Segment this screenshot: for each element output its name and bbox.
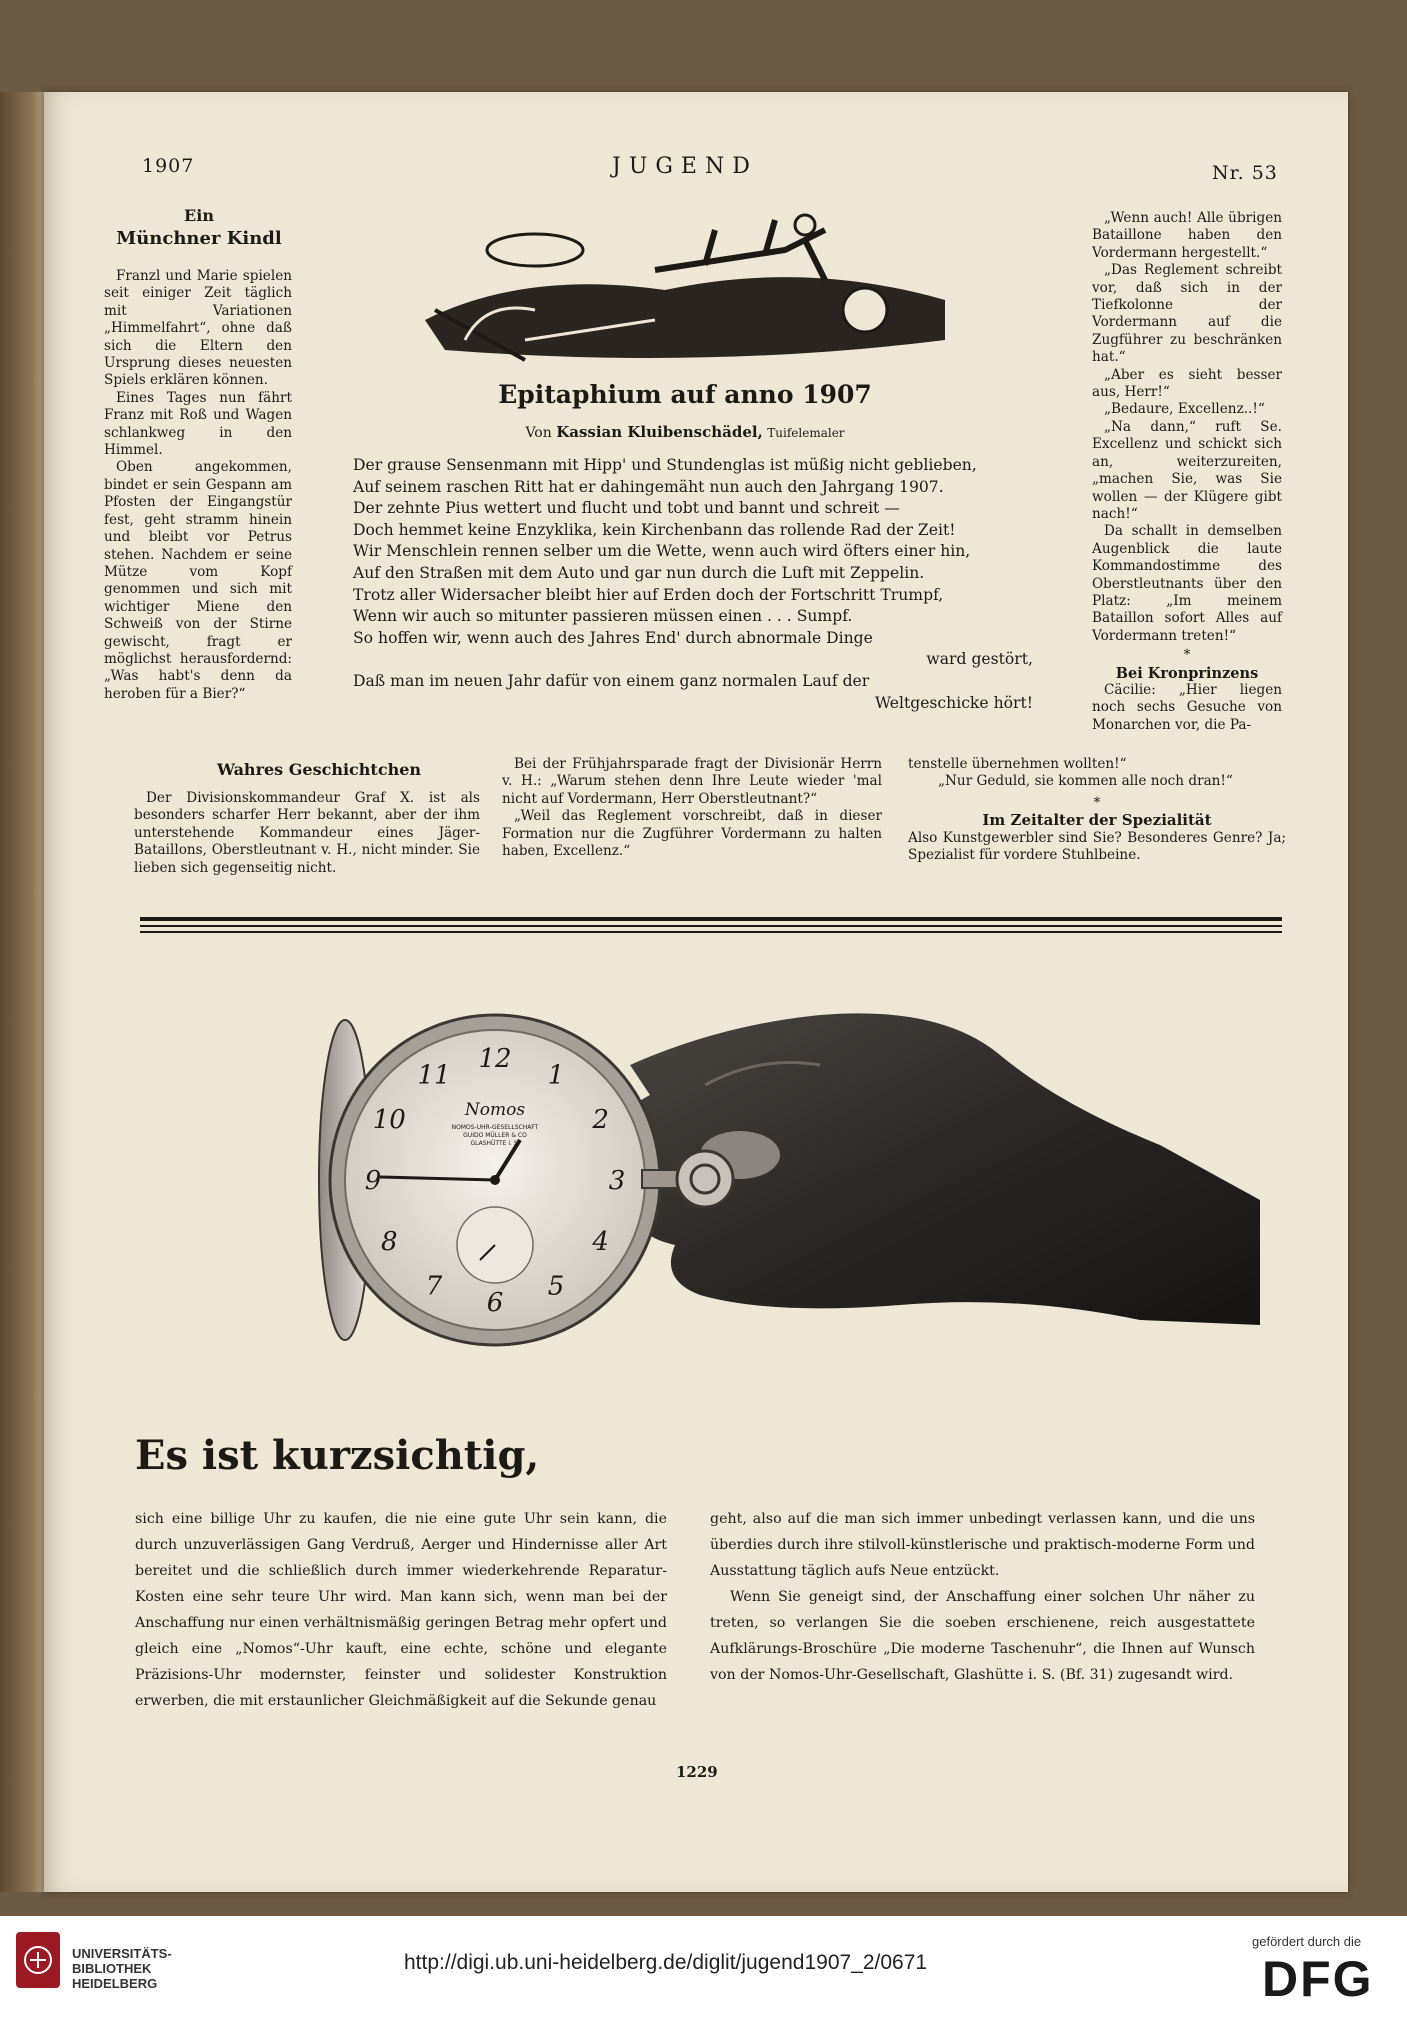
watch-brand-sub2: GUIDO MÜLLER & CO xyxy=(463,1132,527,1139)
dial-numeral: 6 xyxy=(486,1288,504,1318)
dial-numeral: 9 xyxy=(364,1166,382,1196)
dial-numeral: 5 xyxy=(547,1271,565,1302)
header-title: JUGEND xyxy=(612,154,758,179)
byline-von: Von xyxy=(525,425,552,441)
poem-line: Auf den Straßen mit dem Auto und gar nun durch die Luft mit Zeppelin. xyxy=(353,563,925,582)
funded-by-label: gefördert durch die xyxy=(1252,1934,1362,1949)
poem-title: Epitaphium auf anno 1907 xyxy=(498,380,872,409)
divider-rule-top xyxy=(140,917,1282,921)
page-number: 1229 xyxy=(676,1763,718,1781)
byline-role: Tuifelemaler xyxy=(767,426,845,440)
zeit-text: Also Kunstgewerbler sind Sie? Besonderes Genre? Ja; Spezialist für vordere Stuhlbeine. xyxy=(908,829,1286,864)
poem-line: So hoffen wir, wenn auch des Jahres End' durch abnormale Dinge xyxy=(353,628,873,647)
poem-lines xyxy=(353,455,1033,714)
right-paragraph: „Aber es sieht besser aus, Herr!“ xyxy=(1092,366,1282,401)
ad-paragraph: sich eine billige Uhr zu kaufen, die nie eine gute Uhr sein kann, die durch unzuverlässigen Gang Verdruß, Aerger und Hindernisse aller Art bereitet und die schließlich durch immer wiederkehrende Reparatur-Kosten eine sehr teure Uhr wird. Man kann sich, wenn man bei der Anschaffung nur einen verhältnismäßig geringen Betrag mehr opfert und gleich eine „Nomos“-Uhr kauft, eine echte, schöne und elegante Präzisions-Uhr modernster, feinster und solidester Konstruktion erwerben, die mit erstaunlicher Gleichmäßigkeit auf die Sekunde genau xyxy=(135,1511,667,1709)
wahres-col3 xyxy=(908,756,1286,864)
wahres-paragraph: „Nur Geduld, sie kommen alle noch dran!“ xyxy=(938,773,1233,790)
watch-hand-illustration xyxy=(300,995,1260,1410)
library-name xyxy=(72,1946,172,1991)
ad-paragraph: Wenn Sie geneigt sind, der Anschaffung einer solchen Uhr näher zu treten, so verlangen Sie die soeben erschienene, reich ausgestattete Aufklärungs-Broschüre „Die moderne Taschenuhr“, die Ihnen auf Wunsch von der Nomos-Uhr-Gesellschaft, Glashütte i. S. (Bf. 31) zugesandt wird. xyxy=(710,1589,1255,1683)
ad-paragraph: geht, also auf die man sich immer unbedingt verlassen kann, und die uns überdies durch ihre stilvoll-künstlerische und praktisch-moderne Form und Ausstattung täglich aufs Neue entzückt. xyxy=(710,1511,1255,1579)
ad-col2 xyxy=(710,1506,1255,1688)
ad-headline: Es ist kurzsichtig, xyxy=(135,1432,540,1479)
poem-line: Der grause Sensenmann mit Hipp' und Stundenglas ist müßig nicht geblieben, xyxy=(353,456,977,474)
watch-brand: Nomos xyxy=(464,1100,526,1120)
skeleton-illustration xyxy=(405,210,965,370)
header-number: Nr. 53 xyxy=(1212,162,1278,184)
library-line: BIBLIOTHEK xyxy=(72,1961,152,1976)
header-year: 1907 xyxy=(142,155,195,177)
hands-pivot xyxy=(490,1175,500,1185)
poem-line: ward gestört, xyxy=(926,650,1033,669)
permalink-url[interactable]: http://digi.ub.uni-heidelberg.de/diglit/jugend1907_2/0671 xyxy=(404,1951,928,1974)
kron-text: Cäcilie: „Hier liegen noch sechs Gesuche von Monarchen vor, die Pa- xyxy=(1092,681,1282,733)
poem-byline xyxy=(405,423,965,441)
library-line: UNIVERSITÄTS- xyxy=(72,1946,172,1961)
ad-col1 xyxy=(135,1506,667,1714)
poem-line: Doch hemmet keine Enzyklika, kein Kirchenbann das rollende Rad der Zeit! xyxy=(353,520,956,539)
poem-line: Daß man im neuen Jahr dafür von einem ganz normalen Lauf der xyxy=(353,671,870,690)
poem-line: Der zehnte Pius wettert und flucht und tobt und bannt und schreit — xyxy=(353,499,900,518)
dial-numeral: 8 xyxy=(381,1227,398,1257)
kindl-paragraph: Oben angekommen, bindet er sein Gespann am Pfosten der Eingangstür fest, geht stramm hinein und bleibt vor Petrus stehen. Nachdem er seine Mütze vom Kopf genommen und sich mit wichtiger Miene den Schweiß von der Stirne gewischt, fragt er möglichst herausfordernd: „Was habt's denn da heroben für a Bier?“ xyxy=(104,459,292,702)
poem-line: Wenn wir auch so mitunter passieren müssen einen . . . Sumpf. xyxy=(353,607,853,626)
kindl-text xyxy=(104,268,292,703)
right-paragraph: Da schallt in demselben Augenblick die laute Kommandostimme des Oberstleutnants über den Platz: „Im meinem Bataillon sofort Alles auf Vordermann treten!“ xyxy=(1092,523,1282,644)
watch-brand-sub3: GLASHÜTTE i. S. xyxy=(470,1140,520,1147)
dial-numeral: 7 xyxy=(425,1271,443,1302)
dial-numeral: 12 xyxy=(478,1044,512,1074)
right-paragraph: „Wenn auch! Alle übrigen Bataillone haben den Vordermann hergestellt.“ xyxy=(1092,210,1282,261)
kindl-paragraph: Franzl und Marie spielen seit einiger Zeit täglich mit Variationen „Himmelfahrt“, ohne daß sich die Eltern den Ursprung dieses neuesten Spiels erklären können. xyxy=(104,268,292,389)
right-paragraph: „Na dann,“ ruft Se. Excellenz und schickt sich an, weiterzureiten, „machen Sie, was Sie wollen — der Klügere gibt nach!“ xyxy=(1092,418,1282,522)
wahres-col1 xyxy=(134,790,480,877)
dial-numeral: 10 xyxy=(372,1105,406,1135)
dial-numeral: 1 xyxy=(547,1060,565,1091)
right-paragraph: „Bedaure, Excellenz..!“ xyxy=(1104,401,1265,418)
wahres-paragraph: Der Divisionskommandeur Graf X. ist als besonders scharfer Herr bekannt, aber der ihm unterstehende Kommandeur eines Jäger-Bataillons, Oberstleutnant v. H., nicht minder. Sie lieben sich gegenseitig nicht. xyxy=(134,790,480,876)
star-divider: * xyxy=(1093,794,1101,811)
byline-author: Kassian Kluibenschädel, xyxy=(556,423,763,441)
star-divider: * xyxy=(1183,647,1191,664)
poem-line: Weltgeschicke hört! xyxy=(874,693,1033,712)
divider-rule-mid xyxy=(140,925,1282,927)
kindl-title-line1: Ein xyxy=(184,206,214,225)
dial-numeral: 4 xyxy=(592,1227,609,1257)
poem-line: Wir Menschlein rennen selber um die Wette, wenn auch wird öfters einer hin, xyxy=(353,542,971,561)
divider-rule-bottom xyxy=(140,931,1282,933)
kindl-title-line2: Münchner Kindl xyxy=(116,228,282,249)
poem-line: Trotz aller Widersacher bleibt hier auf Erden doch der Fortschritt Trumpf, xyxy=(353,585,944,604)
dial-numeral: 3 xyxy=(608,1166,626,1196)
watch-crown xyxy=(677,1151,733,1207)
dfg-logo: DFG xyxy=(1262,1951,1374,2007)
wahres-paragraph: „Weil das Reglement vorschreibt, daß in dieser Formation nur die Zugführer Vordermann zu halten haben, Excellenz.“ xyxy=(502,808,882,860)
university-seal-icon xyxy=(14,1930,62,1990)
watch-brand-sub1: NOMOS-UHR-GESELLSCHAFT xyxy=(451,1124,539,1131)
right-column xyxy=(1092,210,1282,734)
kindl-paragraph: Eines Tages nun fährt Franz mit Roß und Wagen schlankweg in den Himmel. xyxy=(104,389,292,459)
wahres-title: Wahres Geschichtchen xyxy=(216,760,422,779)
kron-title: Bei Kronprinzens xyxy=(1115,664,1259,682)
wahres-paragraph: tenstelle übernehmen wollten!“ xyxy=(908,756,1127,772)
library-line: HEIDELBERG xyxy=(72,1976,158,1991)
zeit-title: Im Zeitalter der Spezialität xyxy=(982,811,1212,830)
dial-numeral: 2 xyxy=(592,1105,609,1135)
right-paragraph: „Das Reglement schreibt vor, daß sich in der Tiefkolonne der Vordermann auf die Zugführer zu beschränken hat.“ xyxy=(1092,262,1282,366)
dial-numeral: 11 xyxy=(417,1060,451,1091)
wahres-paragraph: Bei der Frühjahrsparade fragt der Divisionär Herrn v. H.: „Warum stehen denn Ihre Leute wieder 'mal nicht auf Vordermann, Herr Oberstleutnant?“ xyxy=(502,756,882,807)
poem-line: Auf seinem raschen Ritt hat er dahingemäht nun auch den Jahrgang 1907. xyxy=(353,477,944,496)
wahres-col2 xyxy=(502,756,882,860)
